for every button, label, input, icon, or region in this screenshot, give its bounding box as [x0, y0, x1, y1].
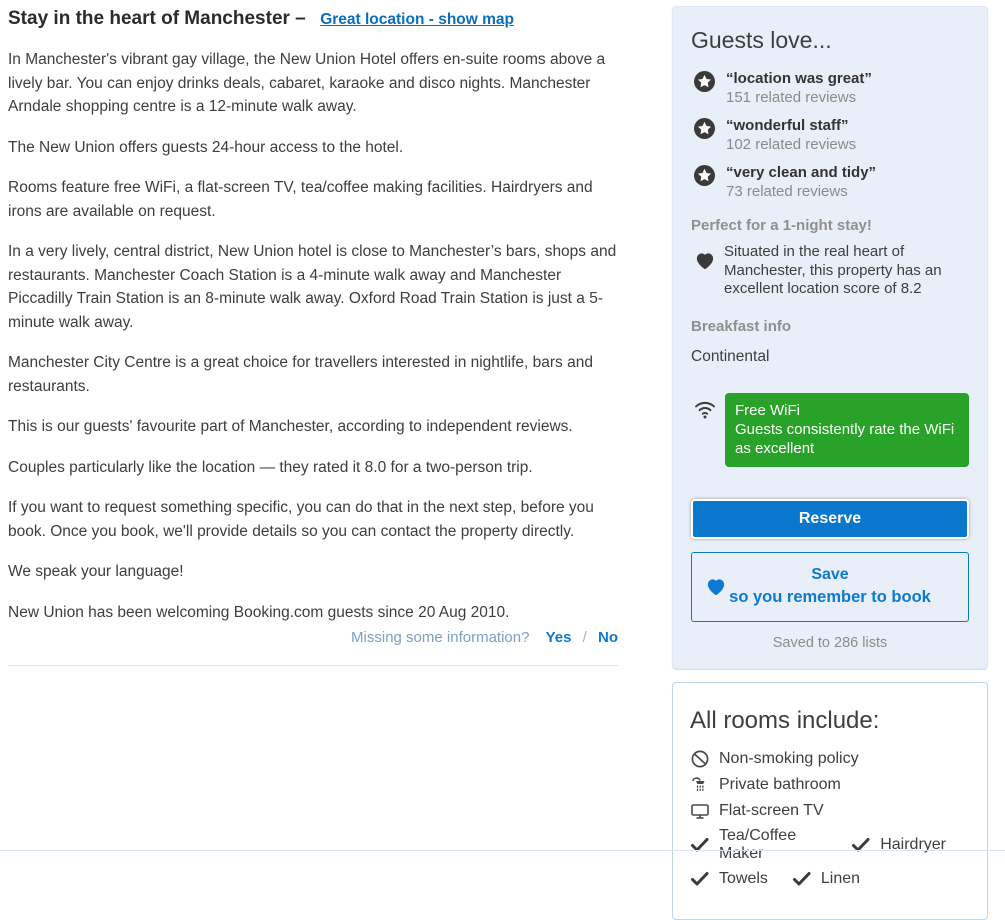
no-smoking-icon	[690, 749, 710, 769]
all-rooms-include-panel	[672, 682, 988, 920]
list-item	[691, 69, 969, 107]
save-button[interactable]	[691, 552, 969, 622]
room-feature-label: Towels	[719, 869, 768, 887]
missing-info-row	[8, 629, 618, 646]
list-item	[690, 749, 970, 769]
show-map-link[interactable]: Great location - show map	[320, 11, 514, 28]
missing-info-question: Missing some information?	[351, 629, 530, 646]
description-paragraph: New Union has been welcoming Booking.com guests since 20 Aug 2010.	[8, 603, 510, 621]
check-icon	[851, 835, 871, 855]
rooms-include-heading: All rooms include:	[690, 706, 880, 734]
room-feature-label: Non-smoking policy	[719, 749, 859, 767]
section-divider	[8, 665, 618, 666]
description-paragraph: In a very lively, central district, New Union hotel is close to Manchester’s bars, shops and restaurants. Manchester Coach Station is a 4-minute walk away and Manchester Piccadilly Train Station is an 8-minute walk away. Oxford Road Train Station is just a 5-minute walk away.	[8, 243, 617, 331]
star-circle-icon	[694, 118, 715, 139]
review-count: 151 related reviews	[726, 89, 857, 106]
list-item	[690, 827, 970, 863]
perfect-stay-note	[691, 243, 969, 299]
heart-icon	[705, 576, 727, 598]
saved-lists-note: Saved to 286 lists	[772, 634, 888, 651]
perfect-stay-heading: Perfect for a 1-night stay!	[691, 217, 872, 234]
breakfast-heading: Breakfast info	[691, 317, 792, 335]
guests-love-heading: Guests love...	[691, 27, 832, 53]
page-bottom-divider	[0, 850, 1005, 851]
save-button-title: Save	[811, 565, 849, 583]
shower-icon	[690, 775, 710, 795]
room-feature-label: Tea/Coffee Maker	[719, 826, 797, 862]
wifi-highlight	[691, 393, 969, 467]
reserve-button[interactable]: Reserve	[691, 499, 969, 539]
free-wifi-badge	[725, 393, 969, 467]
heart-icon	[694, 250, 716, 272]
description-column	[8, 6, 618, 920]
wifi-subtitle: Guests consistently rate the WiFi as excellent	[735, 420, 955, 457]
list-item	[691, 116, 969, 154]
room-feature-label: Hairdryer	[880, 835, 946, 853]
description-paragraph: This is our guests' favourite part of Manchester, according to independent reviews.	[8, 418, 573, 435]
guests-love-panel	[672, 6, 988, 669]
room-feature-label: Flat-screen TV	[719, 801, 824, 819]
wifi-icon	[693, 397, 717, 421]
sidebar	[672, 6, 988, 920]
wifi-title: Free WiFi	[735, 401, 800, 419]
list-item	[690, 869, 970, 889]
check-icon	[792, 869, 812, 889]
section-header	[8, 8, 618, 30]
description-paragraph: The New Union offers guests 24-hour access to the hotel.	[8, 138, 404, 156]
page-title: Stay in the heart of Manchester –	[8, 8, 306, 29]
breakfast-value: Continental	[691, 347, 770, 365]
review-quote: “very clean and tidy”	[726, 164, 877, 181]
review-count: 73 related reviews	[726, 183, 848, 200]
missing-info-no-link[interactable]: No	[598, 629, 618, 646]
review-count: 102 related reviews	[726, 136, 857, 153]
perfect-stay-text: Situated in the real heart of Manchester, this property has an excellent location score of 8.2	[724, 243, 942, 297]
list-item	[690, 775, 970, 795]
missing-info-separator: /	[582, 629, 587, 646]
description-paragraph: Couples particularly like the location — they rated it 8.0 for a two-person trip.	[8, 458, 533, 476]
star-circle-icon	[694, 165, 715, 186]
list-item	[690, 801, 970, 821]
check-icon	[690, 869, 710, 889]
star-circle-icon	[694, 71, 715, 92]
review-quote: “wonderful staff”	[726, 117, 849, 134]
tv-icon	[690, 801, 710, 821]
missing-info-yes-link[interactable]: Yes	[545, 629, 572, 646]
review-quote: “location was great”	[726, 70, 872, 87]
room-feature-label: Linen	[820, 869, 861, 887]
description-paragraph: If you want to request something specific, you can do that in the next step, before you book. Once you book, we'll provide details so you can contact the property directly.	[8, 499, 594, 540]
description-paragraph: In Manchester's vibrant gay village, the New Union Hotel offers en-suite rooms above a lively bar. You can enjoy drinks deals, cabaret, karaoke and disco nights. Manchester Arndale shopping centre is a 12-minute walk away.	[8, 51, 606, 115]
check-icon	[690, 835, 710, 855]
description-paragraph: Rooms feature free WiFi, a flat-screen TV, tea/coffee making facilities. Hairdryers and irons are available on request.	[8, 179, 593, 220]
save-button-subtitle: so you remember to book	[729, 587, 931, 606]
description-paragraph: We speak your language!	[8, 563, 184, 580]
description-paragraph: Manchester City Centre is a great choice for travellers interested in nightlife, bars and restaurants.	[8, 354, 593, 395]
room-feature-label: Private bathroom	[719, 775, 841, 793]
list-item	[691, 163, 969, 201]
